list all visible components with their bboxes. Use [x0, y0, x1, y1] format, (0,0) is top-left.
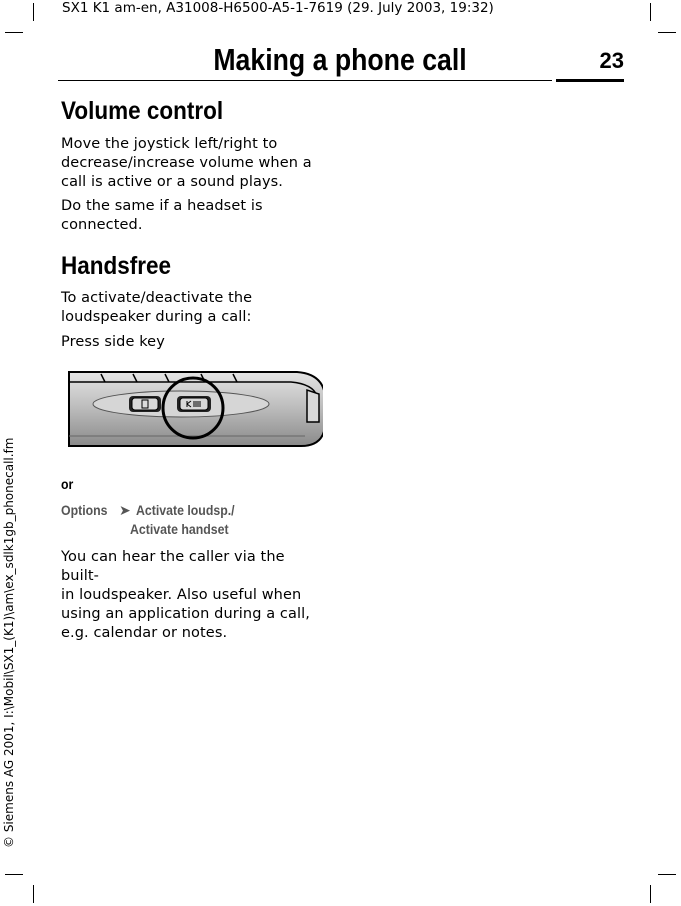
text-line: call is active or a sound plays. [61, 174, 284, 190]
press-side-key-label: Press side key [61, 334, 165, 350]
menu-path-line-2: Activate handset [130, 521, 229, 537]
copyright-sidebar: © Siemens AG 2001, I:\Mobil\SX1_(K1)\am\ex_sdlk1gb_phonecall.fm [2, 437, 16, 848]
crop-mark [33, 3, 34, 21]
text-line: Move the joystick left/right to [61, 136, 278, 152]
crop-mark [650, 3, 651, 21]
crop-mark [5, 32, 23, 33]
crop-mark [33, 885, 34, 903]
volume-paragraph-2 [61, 197, 323, 235]
volume-paragraph-1 [61, 135, 323, 192]
phone-side-key-illustration [61, 366, 323, 452]
page-title: Making a phone call [213, 42, 467, 77]
crop-mark [658, 874, 676, 875]
text-line: e.g. calendar or notes. [61, 625, 228, 641]
menu-path [61, 501, 323, 538]
text-line: in loudspeaker. Also useful when [61, 587, 302, 603]
crop-mark [658, 32, 676, 33]
page-number: 23 [599, 48, 624, 73]
file-info-header: SX1 K1 am-en, A31008-H6500-A5-1-7619 (29. July 2003, 19:32) [62, 0, 494, 16]
phone-side-illustration-svg [61, 366, 323, 452]
menu-path-line-1: Activate loudsp./ [135, 502, 235, 518]
text-line: decrease/increase volume when a [61, 155, 312, 171]
text-line: loudspeaker during a call: [61, 309, 252, 325]
text-line: Do the same if a headset is [61, 198, 263, 214]
crop-mark [650, 885, 651, 903]
main-content [61, 96, 323, 643]
header-rule [58, 80, 552, 81]
options-label: Options [61, 502, 108, 518]
text-line: You can hear the caller via the built- [61, 549, 285, 584]
text-line: To activate/deactivate the [61, 290, 253, 306]
section-heading-handsfree: Handsfree [61, 252, 172, 280]
handsfree-paragraph-1 [61, 289, 323, 327]
handsfree-paragraph-2 [61, 548, 323, 643]
section-heading-volume: Volume control [61, 97, 224, 125]
crop-mark [5, 874, 23, 875]
arrow-icon: ➤ [118, 503, 131, 519]
or-label: or [61, 476, 74, 492]
text-line: connected. [61, 217, 143, 233]
page-number-rule [556, 79, 624, 82]
text-line: using an application during a call, [61, 606, 310, 622]
